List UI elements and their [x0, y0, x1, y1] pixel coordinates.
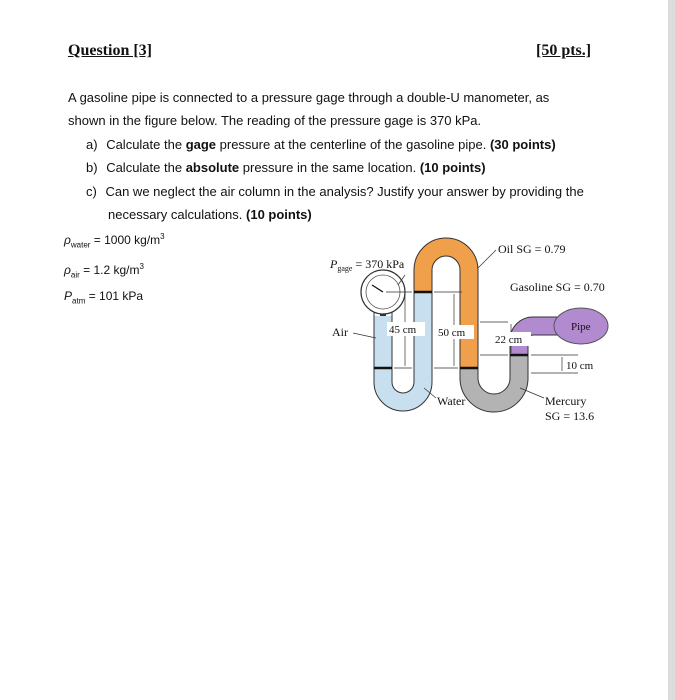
pipe-label: Pipe: [571, 321, 591, 333]
air-leader: [353, 333, 376, 338]
part-a-label: a): [86, 137, 98, 152]
part-a-text-post: pressure at the centerline of the gasoline pipe.: [216, 137, 490, 152]
given-rho-water: $\rho_{water} = 1000$ $kg/m^3$: [64, 232, 165, 250]
given-rho-air: $\rho_{air} = 1.2$ $kg/m^3$: [64, 262, 144, 280]
intro-line-1: A gasoline pipe is connected to a pressure gage through a double-U manometer, as: [68, 90, 550, 105]
dim-45-label: 45 cm: [389, 324, 417, 336]
oil-leader: [478, 250, 496, 268]
part-b-text-post: pressure in the same location.: [239, 160, 420, 175]
part-b-label: b): [86, 160, 98, 175]
part-b-bold: absolute: [185, 160, 240, 175]
air-label: Air: [332, 325, 348, 339]
gasoline-label: Gasoline SG = 0.70: [510, 280, 605, 294]
mercury-sg-label: SG = 13.6: [545, 409, 595, 423]
pgage-label: $P_{gage} = 370$ kPa: [330, 257, 405, 273]
dim-10-label: 10 cm: [566, 360, 594, 372]
part-a-points: (30 points): [489, 137, 556, 152]
part-b-text-pre: Calculate the: [106, 160, 186, 175]
part-a-text-pre: Calculate the: [106, 137, 186, 152]
question-points: [50 pts.]: [536, 42, 592, 59]
part-c-text-2: necessary calculations.: [108, 207, 247, 222]
given-p-atm: $P_{atm} = 101$ kPa: [64, 289, 144, 306]
question-title: Question [3]: [68, 42, 152, 59]
part-c-label: c): [86, 184, 97, 199]
part-c-points: (10 points): [246, 207, 312, 222]
dim-50-label: 50 cm: [438, 327, 466, 339]
oil-label: Oil SG = 0.79: [498, 242, 566, 256]
part-c-text: Can we neglect the air column in the analysis? Justify your answer by providing the: [105, 184, 584, 199]
mercury-label: Mercury: [545, 394, 587, 408]
water-label: Water: [437, 394, 466, 408]
part-b-points: (10 points): [419, 160, 486, 175]
dim-22-label: 22 cm: [495, 334, 523, 346]
part-a-bold: gage: [185, 137, 217, 152]
intro-line-2: shown in the figure below. The reading of the pressure gage is 370 kPa.: [68, 113, 482, 128]
